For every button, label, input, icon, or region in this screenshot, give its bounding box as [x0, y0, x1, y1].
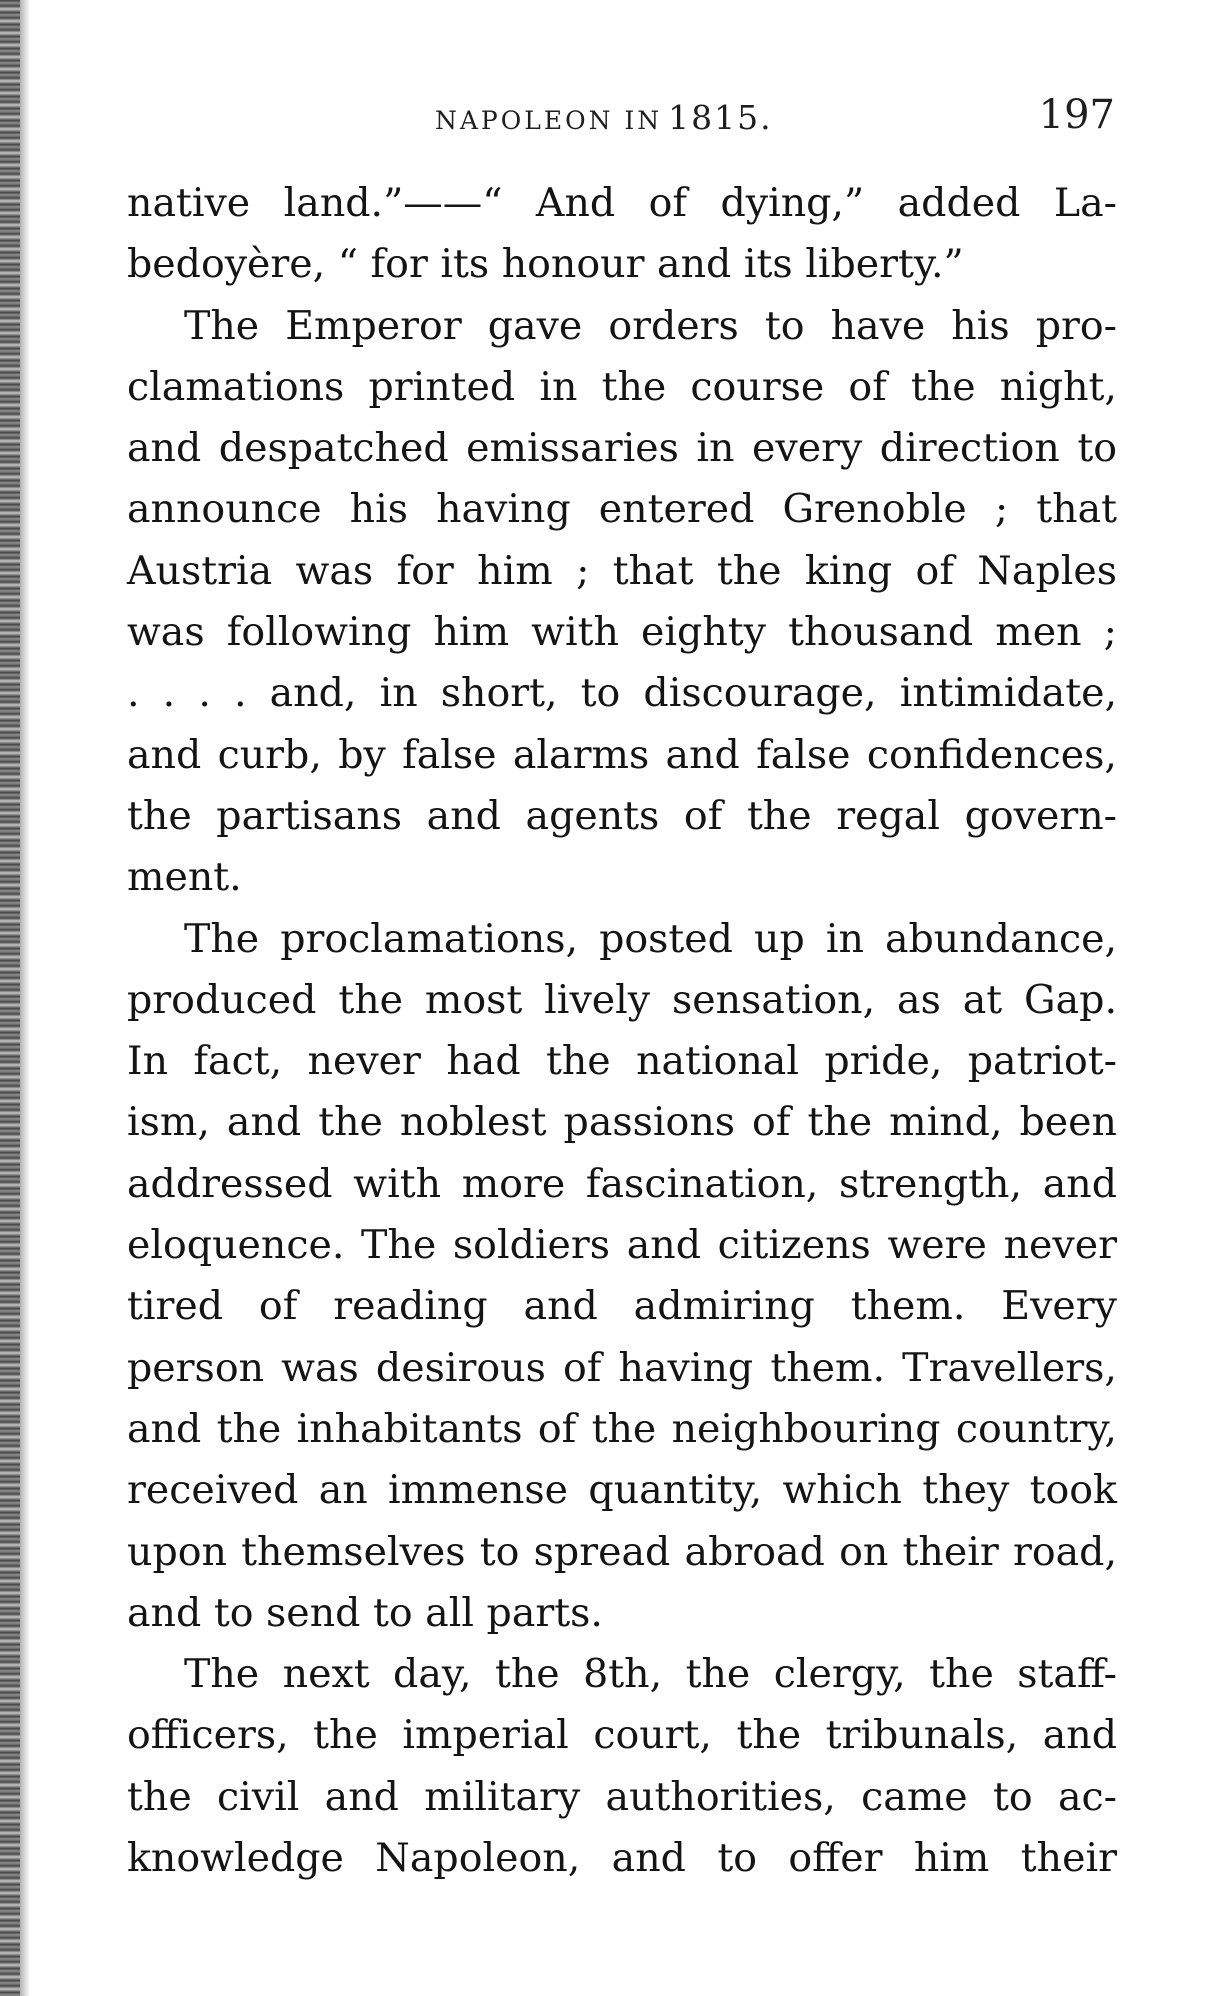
text-line: Austria was for him ; that the king of Naples — [127, 547, 1117, 594]
text-line: native land.”——“ And of dying,” added La- — [127, 180, 1117, 226]
text-line: received an immense quantity, which they took — [127, 1467, 1117, 1514]
text-line: officers, the imperial court, the tribunals, and — [127, 1712, 1117, 1759]
text-line: In fact, never had the national pride, patriot- — [127, 1038, 1117, 1085]
running-head — [130, 92, 1115, 142]
text-line: and curb, by false alarms and false confidences, — [127, 731, 1117, 778]
text-line: knowledge Napoleon, and to offer him their — [127, 1835, 1117, 1882]
text-line: announce his having entered Grenoble ; that — [127, 486, 1117, 533]
text-line: the civil and military authorities, came to ac- — [127, 1773, 1117, 1820]
text-line: clamations printed in the course of the night, — [127, 363, 1117, 410]
body-text — [127, 173, 1117, 1889]
paragraph-start-line: The next day, the 8th, the clergy, the staff- — [184, 1651, 1117, 1698]
text-line: addressed with more fascination, strength, and — [127, 1160, 1117, 1207]
text-line: was following him with eighty thousand men ; — [127, 609, 1117, 656]
text-line: produced the most lively sensation, as at Gap. — [127, 976, 1117, 1023]
text-line: ism, and the noblest passions of the mind, been — [127, 1099, 1117, 1146]
text-line: and despatched emissaries in every direction to — [127, 425, 1117, 472]
text-line: upon themselves to spread abroad on their road, — [127, 1528, 1117, 1575]
text-line: tired of reading and admiring them. Every — [127, 1283, 1117, 1330]
text-line: . . . . and, in short, to discourage, intimidate, — [127, 670, 1117, 717]
text-line: and the inhabitants of the neighbouring country, — [127, 1405, 1117, 1452]
text-line: eloquence. The soldiers and citizens were never — [127, 1222, 1117, 1269]
paragraph-start-line: The Emperor gave orders to have his pro- — [184, 302, 1117, 349]
running-title-year: 1815. — [668, 98, 773, 137]
page-number: 197 — [1038, 92, 1115, 138]
running-title — [435, 98, 773, 137]
text-line: and to send to all parts. — [127, 1589, 603, 1636]
text-line: the partisans and agents of the regal govern- — [127, 792, 1117, 839]
text-line: ment. — [127, 854, 242, 901]
text-line: person was desirous of having them. Travellers, — [127, 1344, 1117, 1391]
page-binding-edge — [0, 0, 20, 1996]
paragraph-start-line: The proclamations, posted up in abundance, — [184, 915, 1117, 962]
running-title-text: NAPOLEON IN — [435, 106, 663, 135]
text-line: bedoyère, “ for its honour and its liberty.” — [127, 241, 964, 288]
